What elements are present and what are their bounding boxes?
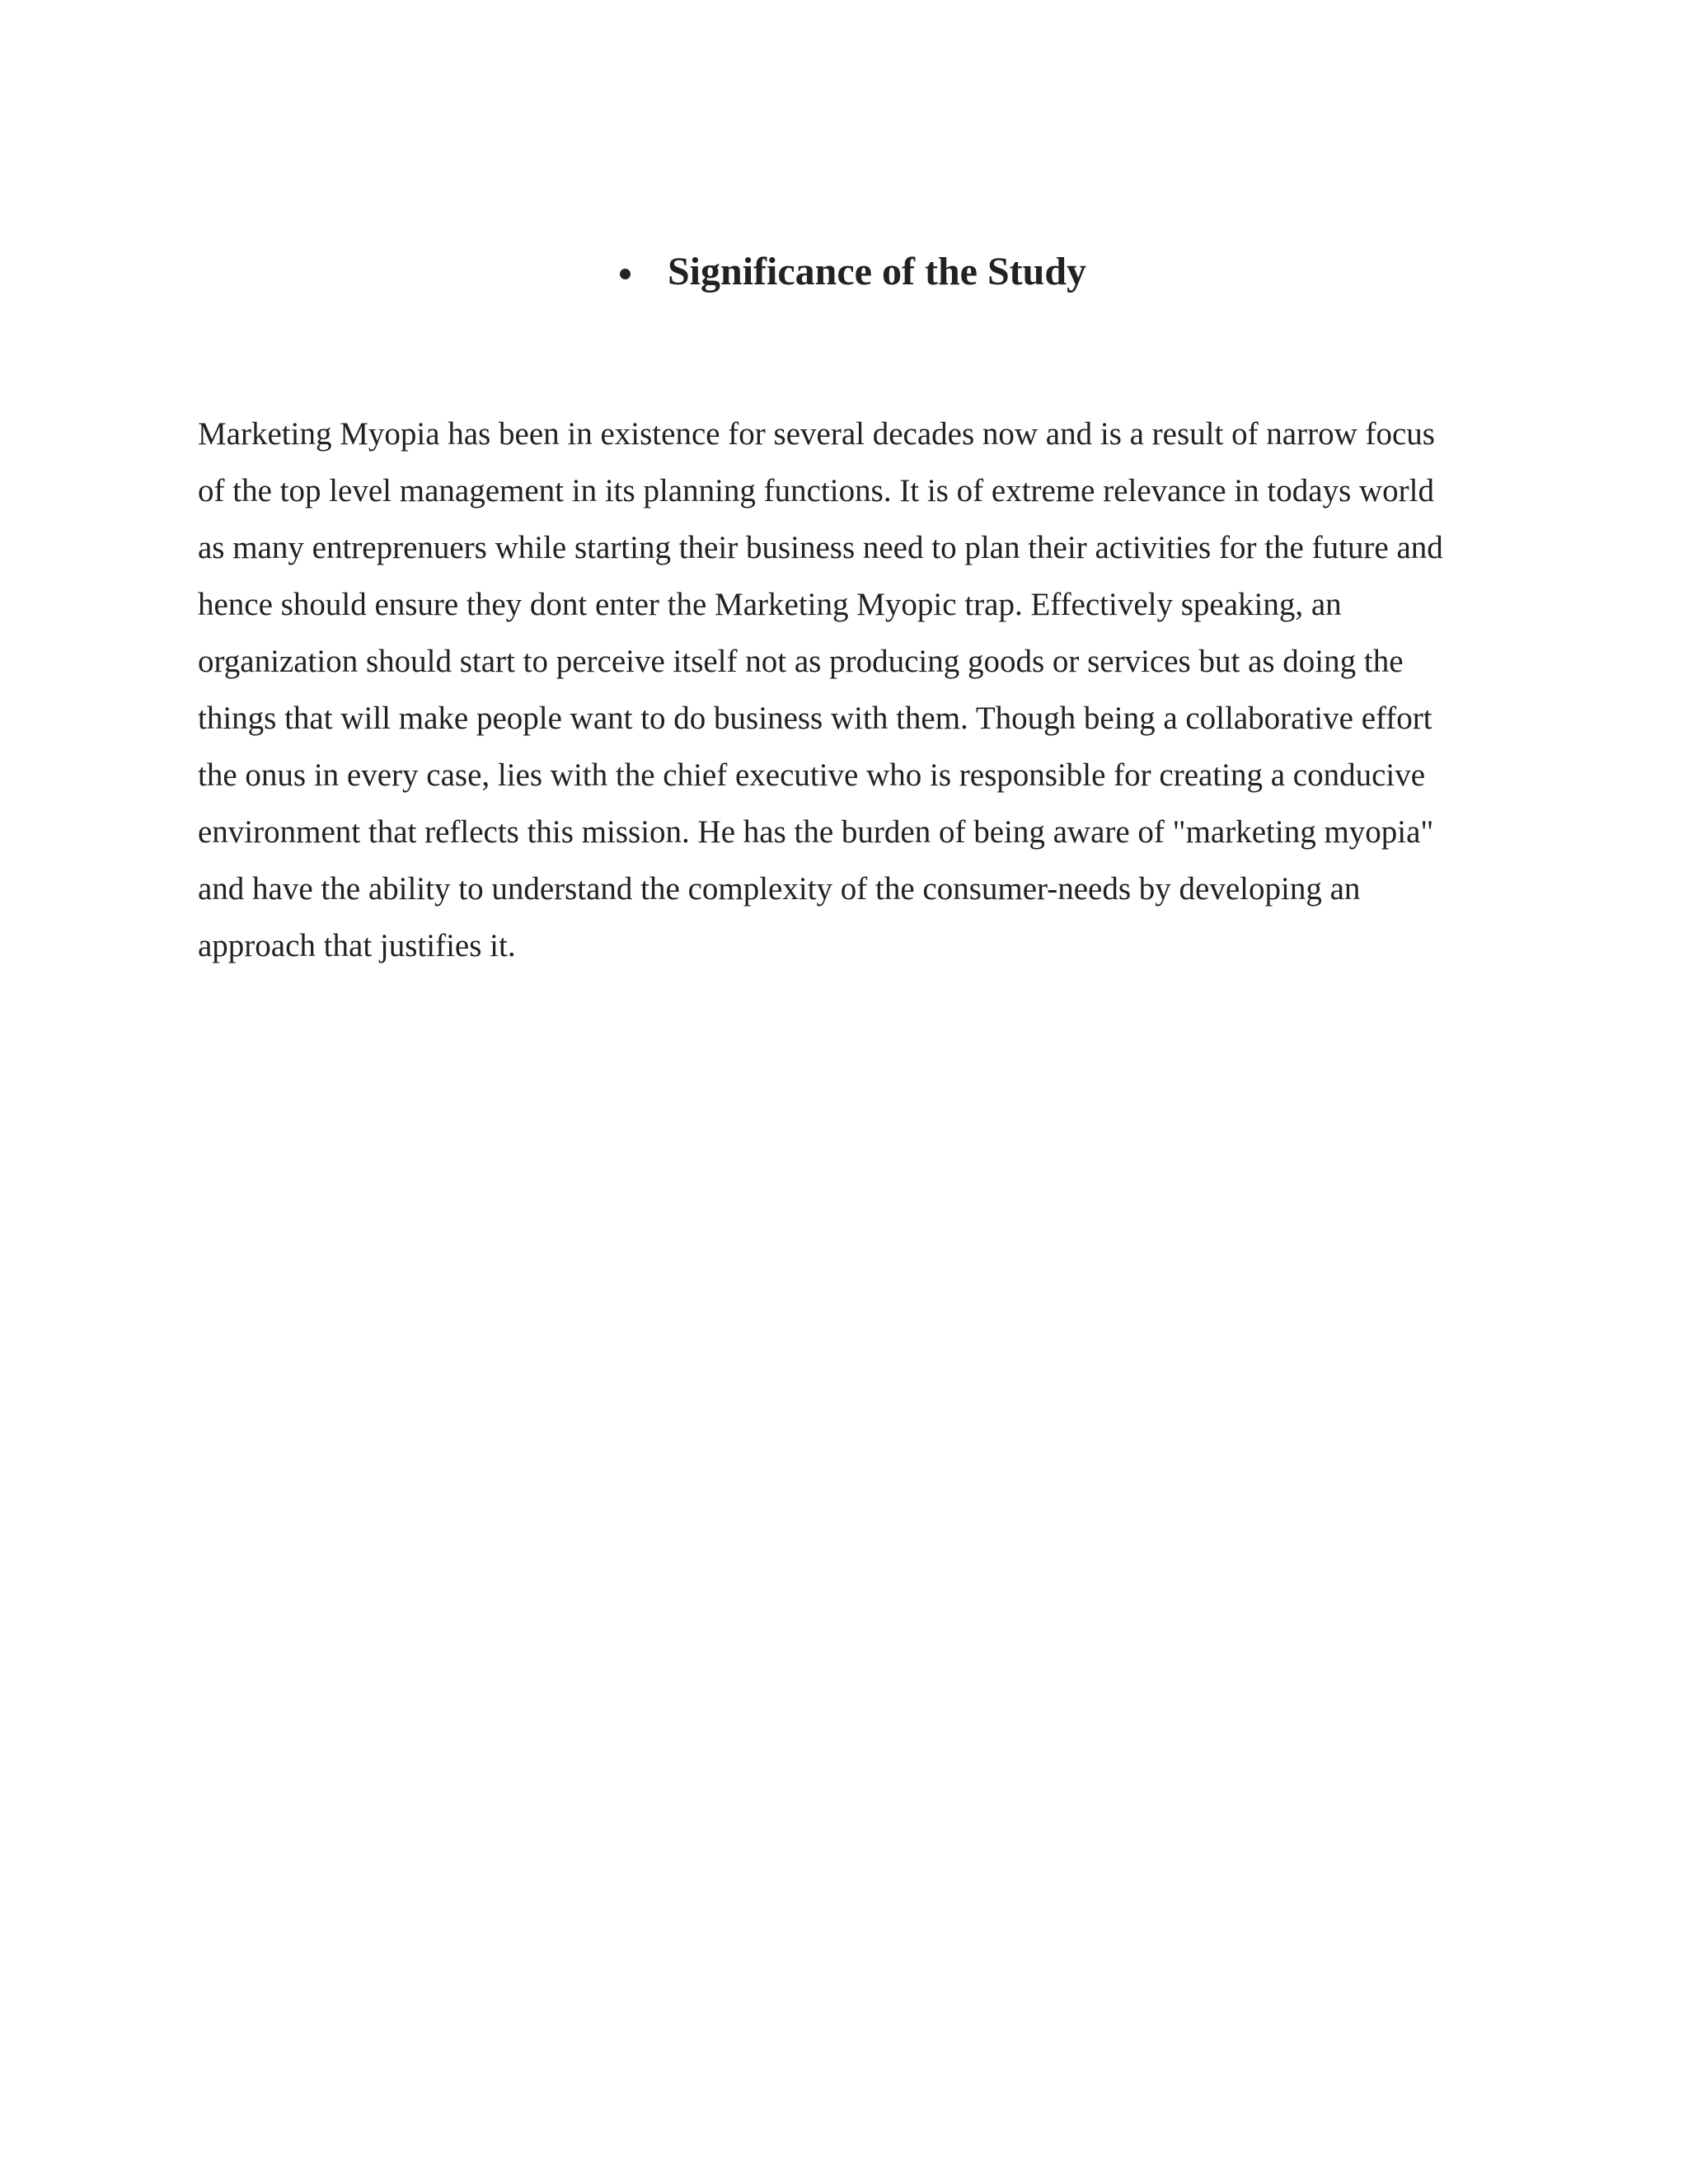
paragraph-line: as many entreprenuers while starting their business need to plan their activities for the future and: [198, 530, 1443, 565]
paragraph-line: of the top level management in its planning functions. It is of extreme relevance in todays world: [198, 473, 1434, 509]
paragraph-line: environment that reflects this mission. He has the burden of being aware of "marketing myopia": [198, 814, 1434, 850]
section-heading: [0, 247, 1688, 297]
bullet-icon: [620, 269, 631, 279]
section-heading-row: [620, 247, 1086, 297]
paragraph-line: approach that justifies it.: [198, 928, 516, 963]
paragraph-line: the onus in every case, lies with the chief executive who is responsible for creating a conducive: [198, 757, 1426, 793]
paragraph-line: and have the ability to understand the complexity of the consumer-needs by developing an: [198, 871, 1361, 907]
paragraph-line: hence should ensure they dont enter the Marketing Myopic trap. Effectively speaking, an: [198, 587, 1342, 622]
paragraph-line: things that will make people want to do business with them. Though being a collaborative effort: [198, 701, 1432, 736]
body-paragraph: [198, 405, 1484, 974]
section-heading-text: Significance of the Study: [667, 250, 1087, 293]
paragraph-line: Marketing Myopia has been in existence for several decades now and is a result of narrow focus: [198, 416, 1435, 452]
paragraph-line: organization should start to perceive itself not as producing goods or services but as doing the: [198, 644, 1404, 679]
